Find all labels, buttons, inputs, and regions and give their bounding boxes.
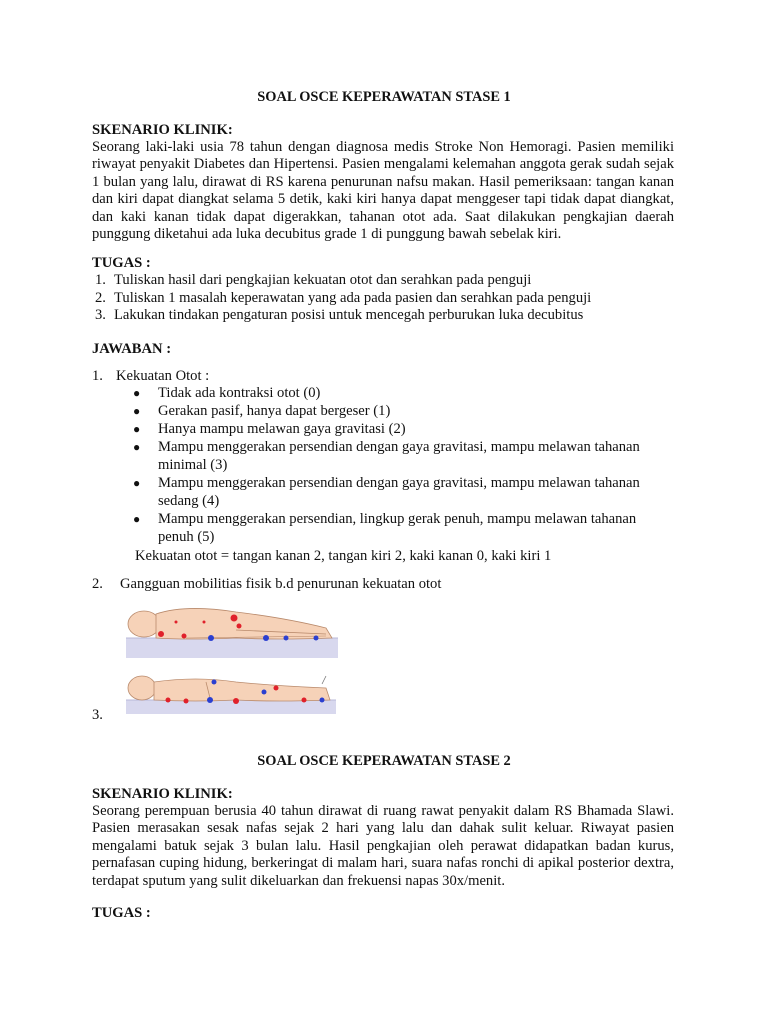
list-item: Mampu menggerakan persendian dengan gaya gravitasi, mampu melawan tahanan [158,439,640,455]
list-item: Mampu menggerakan persendian dengan gaya gravitasi, mampu melawan tahanan [158,475,640,491]
list-item: Mampu menggerakan persendian, lingkup gerak penuh, mampu melawan tahanan [158,511,637,527]
list-item-continued: minimal (3) [158,457,228,473]
answer2-text: Gangguan mobilitias fisik b.d penurunan kekuatan otot [120,576,442,592]
list-item: Hanya mampu melawan gaya gravitasi (2) [158,421,406,437]
stase1-tasks-heading: TUGAS : [92,255,151,271]
answer1-label: Kekuatan Otot : [116,368,210,384]
task-item: Lakukan tindakan pengaturan posisi untuk mencegah perburukan luka decubitus [114,307,584,323]
stase2-scenario-heading: SKENARIO KLINIK: [92,786,233,802]
task-item: Tuliskan 1 masalah keperawatan yang ada pada pasien dan serahkan pada penguji [114,290,592,306]
list-item: Tidak ada kontraksi otot (0) [158,385,321,401]
bullet-icon: ● [133,476,141,490]
stase2-scenario-text: Seorang perempuan berusia 40 tahun dirawat di ruang rawat penyakit dalam RS Bhamada Slawi. Pasien merasakan sesak nafas sejak 2 hari yang lalu dan dahak sulit keluar. Riwayat pasien mengalami batuk sejak 3 bulan lalu. Hasil pengkajian oleh perawat didapatkan badan kurus, pernafasan cuping hidung, berkeringat di malam hari, suara nafas ronchi di apikal posterior dextra, terdapat sputum yang sulit dikeluarkan dan frekuensi napas 30x/menit. [92,803,674,889]
stase1-answer-heading: JAWABAN : [92,341,172,357]
answer2-number: 2. [92,576,103,592]
answer3-number: 3. [92,707,103,723]
stase2-title: SOAL OSCE KEPERAWATAN STASE 2 [257,753,511,769]
task-number: 1. [95,272,106,288]
answer1-number: 1. [92,368,103,384]
bullet-icon: ● [133,512,141,526]
stase1-scenario-text: Seorang laki-laki usia 78 tahun dengan diagnosa medis Stroke Non Hemoragi. Pasien memiliki riwayat penyakit Diabetes dan Hipertensi. Pasien mengalami kelemahan anggota gerak sudah sejak 1 bulan yang lalu, dirawat di RS karena penurunan nafsu makan. Hasil pemeriksaan: tangan kanan dan kiri dapat diangkat selama 5 detik, kaki kiri hanya dapat menggeser tapi tidak dapat diangkat, dan kaki kanan tidak dapat digerakkan, tahanan otot ada. Saat dilakukan pengkajian daerah punggung diketahui ada luka decubitus grade 1 di punggung bawah sebelak kiri. [92,139,674,243]
stase1-scenario-heading: SKENARIO KLINIK: [92,122,233,138]
bullet-icon: ● [133,386,141,400]
supine-patient-illustration [126,600,338,660]
muscle-strength-summary: Kekuatan otot = tangan kanan 2, tangan kiri 2, kaki kanan 0, kaki kiri 1 [135,548,552,564]
task-number: 3. [95,307,106,323]
task-item: Tuliskan hasil dari pengkajian kekuatan otot dan serahkan pada penguji [114,272,532,288]
list-item-continued: sedang (4) [158,493,220,509]
task-number: 2. [95,290,106,306]
bullet-icon: ● [133,404,141,418]
stase1-title: SOAL OSCE KEPERAWATAN STASE 1 [257,89,511,105]
list-item-continued: penuh (5) [158,529,215,545]
list-item: Gerakan pasif, hanya dapat bergeser (1) [158,403,391,419]
lateral-patient-illustration [126,670,336,716]
stase2-tasks-heading: TUGAS : [92,905,151,921]
bullet-icon: ● [133,440,141,454]
bullet-icon: ● [133,422,141,436]
